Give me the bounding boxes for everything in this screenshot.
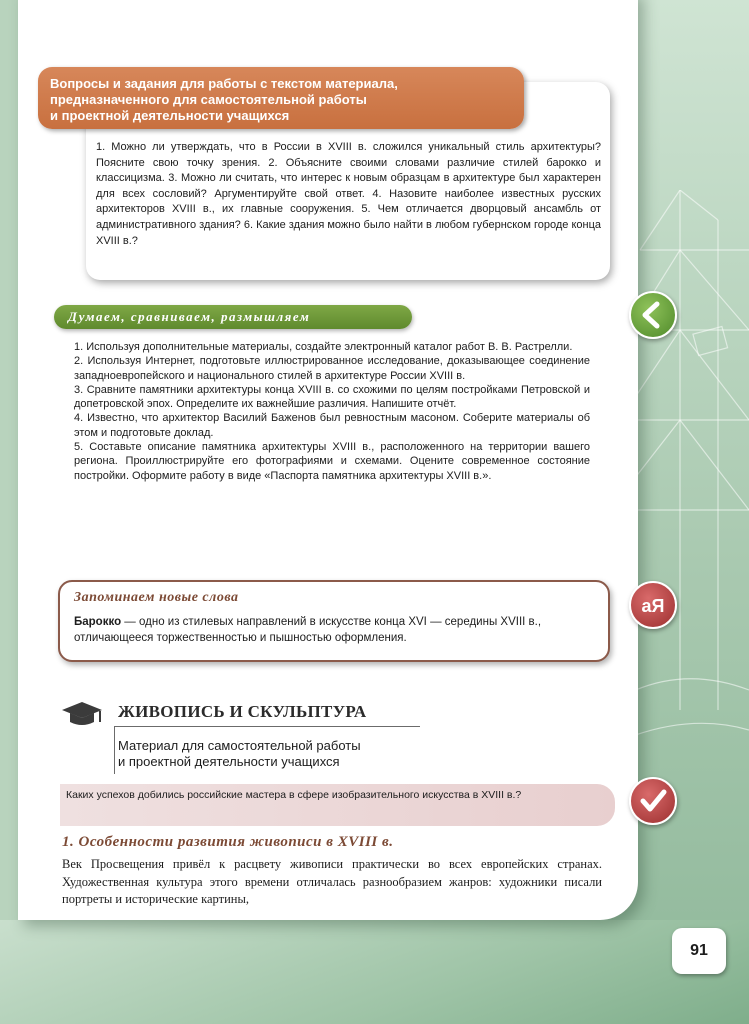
- think-task-item: 1. Используя дополнительные материалы, создайте электронный каталог работ В. В. Растрелли.: [74, 341, 573, 353]
- section-subtitle-line-1: Материал для самостоятельной работы: [118, 738, 361, 753]
- think-task-item: 3. Сравните памятники архитектуры конца XVIII в. со схожими по целям постройками Петровской и допетровской эпох. Определите их важнейшие различия. Напишите отчёт.: [74, 383, 590, 411]
- aya-letters-text: аЯ: [641, 596, 665, 616]
- section-divider: [114, 726, 420, 727]
- aya-letters-icon[interactable]: [629, 581, 677, 629]
- graduation-cap-icon: [60, 698, 104, 730]
- think-task-item: 2. Используя Интернет, подготовьте иллюстрированное исследование, доказывающее соединение западноевропейского и национального стилей в архитектуре России XVIII в.: [74, 355, 590, 382]
- section-subtitle-line-2: и проектной деятельности учащихся: [118, 754, 340, 769]
- section-question: Каких успехов добились российские мастера в сфере изобразительного искусства в XVIII в.?: [66, 789, 522, 801]
- new-words-definition-text: — одно из стилевых направлений в искусстве конца XVI — середины XVIII в., отличающееся торжественностью и пышностью оформления.: [74, 616, 542, 644]
- think-task-list: [74, 340, 590, 483]
- questions-text: 1. Можно ли утверждать, что в России в XVIII в. сложился уникальный стиль архитектуры? Поясните свою точку зрения. 2. Объясните своими словами различие стилей барокко и классицизма. 3. Можно ли считать, что интерес к новым образцам в архитектуре был характерен для всех сословий? Аргументируйте свой ответ. 4. Назовите наиболее известных русских архитекторов XVIII в., их главные сооружения. 5. Чем отличается дворцовый ансамбль от административного здания? 6. Какие здания можно было найти в любом губернском городе конца XVIII в.?: [96, 141, 601, 247]
- section-subtitle: [118, 738, 478, 770]
- aya-letters-glyph: [631, 583, 675, 627]
- section-body-text: Век Просвещения привёл к расцвету живописи практически во всех европейских странах. Художественная культура этого времени отличалась разнообразием жанров: художники писали портреты и исторические картины,: [62, 857, 602, 906]
- section-title: ЖИВОПИСЬ И СКУЛЬПТУРА: [118, 702, 367, 721]
- questions-header-line-1: Вопросы и задания для работы с текстом материала,: [50, 76, 398, 91]
- think-task-item: 5. Составьте описание памятника архитектуры XVIII в., расположенного на территории вашего региона. Проиллюстрируйте его фотографиями и схемами. Оцените современное состояние постройки. Оформите работу в виде «Паспорта памятника архитектуры XVIII в.».: [74, 441, 590, 482]
- new-words-definition: [74, 614, 600, 646]
- checkmark-glyph: [631, 779, 675, 823]
- questions-header-line-2: предназначенного для самостоятельной работы: [50, 92, 367, 107]
- background-bottom-panel: [0, 920, 749, 1024]
- questions-box-header: [38, 67, 524, 129]
- new-words-term: Барокко: [74, 616, 122, 628]
- page-number: 91: [672, 928, 726, 974]
- chevron-left-icon[interactable]: [629, 291, 677, 339]
- section-divider-vertical: [114, 726, 115, 774]
- checkmark-icon[interactable]: [629, 777, 677, 825]
- new-words-title: Запоминаем новые слова: [74, 590, 239, 605]
- section-subheading: 1. Особенности развития живописи в XVIII в.: [62, 834, 394, 850]
- questions-header-line-3: и проектной деятельности учащихся: [50, 108, 290, 123]
- think-section-title: Думаем, сравниваем, размышляем: [54, 305, 412, 329]
- chevron-left-glyph: [631, 293, 675, 337]
- think-task-item: 4. Известно, что архитектор Василий Баженов был ревностным масоном. Соберите материалы об этом и подготовьте доклад.: [74, 412, 590, 439]
